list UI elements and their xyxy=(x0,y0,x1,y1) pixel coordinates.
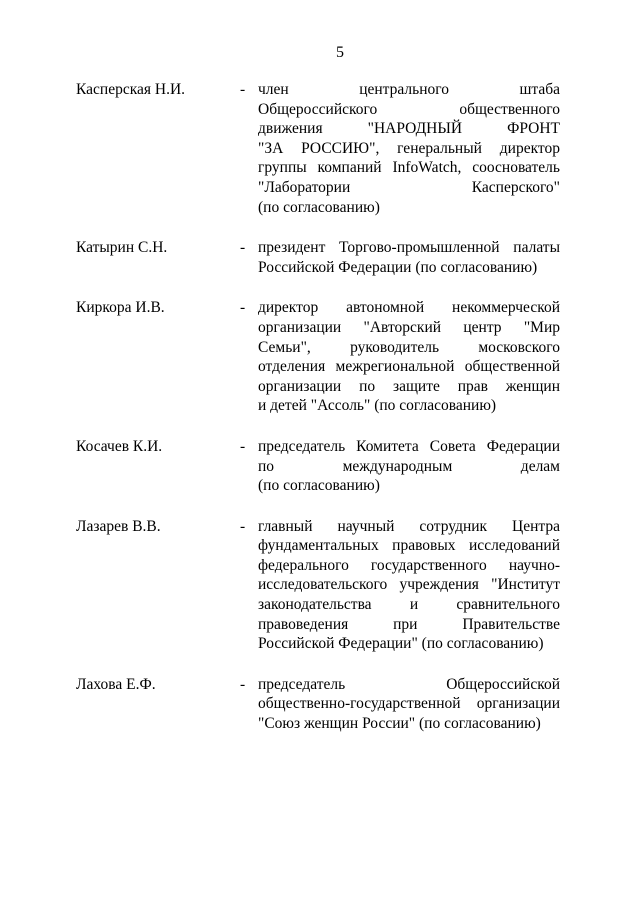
member-entry xyxy=(76,517,566,654)
description-line: (по согласованию) xyxy=(258,477,380,495)
member-entry xyxy=(76,437,566,496)
member-entry xyxy=(76,298,566,416)
description-line: правоведения при Правительстве xyxy=(258,615,560,633)
description-line: группы компаний InfoWatch, сооснователь xyxy=(258,159,560,177)
description-line: "Лаборатории Касперского" xyxy=(258,178,560,196)
description-line: отделения межрегиональной общественной xyxy=(258,358,560,376)
member-description xyxy=(258,298,560,416)
description-line: общественно-государственной организации xyxy=(258,695,560,713)
member-description xyxy=(258,437,560,496)
member-name: Киркора И.В. xyxy=(76,299,165,317)
member-description xyxy=(258,80,560,217)
description-line: "ЗА РОССИЮ", генеральный директор xyxy=(258,139,560,157)
member-entry xyxy=(76,80,566,217)
description-line: главный научный сотрудник Центра xyxy=(258,517,560,535)
member-dash: - xyxy=(240,239,246,257)
member-entry xyxy=(76,238,566,277)
member-dash: - xyxy=(240,437,246,455)
description-line: фундаментальных правовых исследований xyxy=(258,537,560,555)
description-line: президент Торгово-промышленной палаты xyxy=(258,239,560,257)
description-line: председатель Комитета Совета Федерации xyxy=(258,437,560,455)
member-dash: - xyxy=(240,675,246,693)
description-line: председатель Общероссийской xyxy=(258,675,560,693)
description-line: (по согласованию) xyxy=(258,198,380,216)
description-line: организации по защите прав женщин xyxy=(258,377,560,395)
description-line: и детей "Ассоль" (по согласованию) xyxy=(258,397,497,415)
description-line: "Союз женщин России" (по согласованию) xyxy=(258,715,541,733)
member-name: Косачев К.И. xyxy=(76,437,163,455)
member-entry xyxy=(76,675,566,734)
description-line: организации "Авторский центр "Мир xyxy=(258,318,560,336)
description-line: член центрального штаба xyxy=(258,81,560,98)
description-line: Семьи", руководитель московского xyxy=(258,338,560,356)
description-line: Российской Федерации" (по согласованию) xyxy=(258,635,544,653)
member-description xyxy=(258,517,560,654)
description-line: исследовательского учреждения "Институт xyxy=(258,576,560,594)
description-line: директор автономной некоммерческой xyxy=(258,299,560,317)
member-list xyxy=(76,80,566,755)
description-line: Общероссийского общественного xyxy=(258,100,560,118)
description-line: Российской Федерации (по согласованию) xyxy=(258,258,538,276)
description-line: движения "НАРОДНЫЙ ФРОНТ xyxy=(258,120,560,138)
page-number: 5 xyxy=(336,44,344,61)
description-line: по международным делам xyxy=(258,457,560,475)
member-description xyxy=(258,675,560,734)
member-description xyxy=(258,238,560,277)
description-line: законодательства и сравнительного xyxy=(258,596,560,614)
member-dash: - xyxy=(240,299,246,317)
member-dash: - xyxy=(240,517,246,535)
member-name: Лазарев В.В. xyxy=(76,517,161,535)
member-name: Касперская Н.И. xyxy=(76,81,186,98)
member-name: Катырин С.Н. xyxy=(76,239,168,257)
member-dash: - xyxy=(240,81,246,98)
member-name: Лахова Е.Ф. xyxy=(76,675,156,693)
description-line: федерального государственного научно- xyxy=(258,556,560,574)
